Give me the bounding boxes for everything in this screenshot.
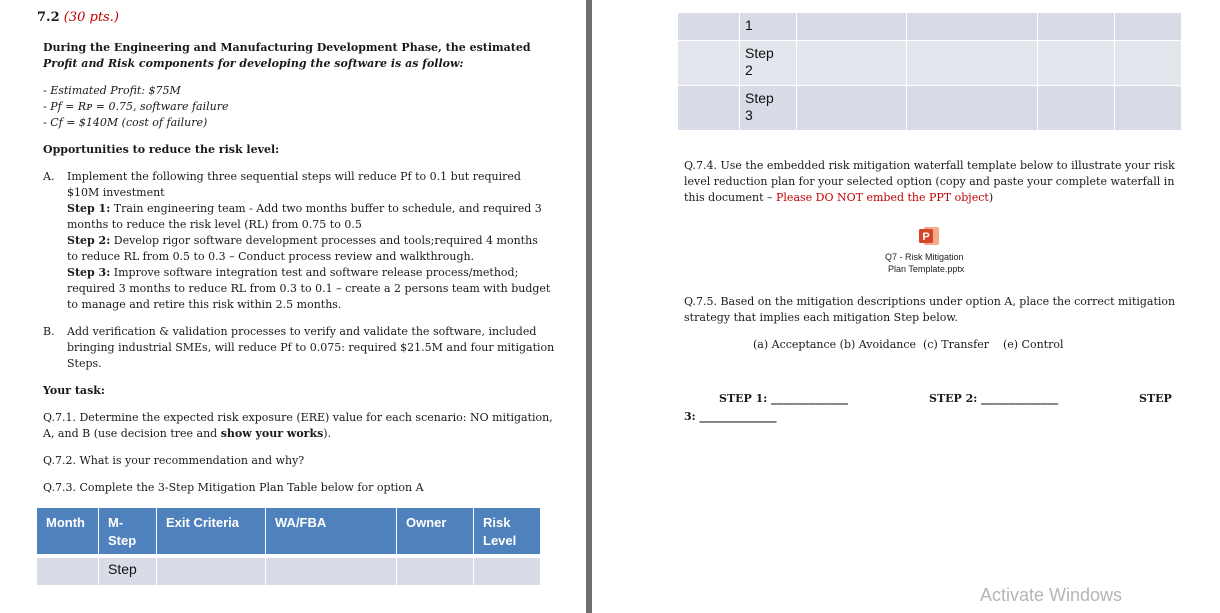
q71-bold: show your works — [220, 427, 324, 440]
q74-red-warning: Please DO NOT embed the PPT object — [776, 191, 989, 204]
question-heading — [37, 10, 119, 25]
step1-answer-blank[interactable]: STEP 1: ______________ — [719, 392, 849, 405]
table-cell-mstep[interactable]: Step — [99, 558, 156, 585]
q74-post: ) — [988, 191, 994, 204]
step3-line-2: required 3 months to reduce RL from 0.3 to 0.1 – create a 2 persons team with budget — [67, 282, 551, 295]
q72-text: Q.7.2. What is your recommendation and why? — [43, 454, 305, 467]
table-cell[interactable] — [1038, 41, 1114, 85]
table-cell[interactable] — [397, 558, 473, 585]
step3-text-1: Improve software integration test and software release process/method; — [110, 266, 519, 279]
step2-line-2: to reduce RL from 0.5 to 0.3 – Conduct process review and walkthrough. — [67, 250, 475, 263]
step2-label: Step 2: — [67, 234, 111, 247]
option-a-line-1: Implement the following three sequential steps will reduce Pf to 0.1 but required — [67, 170, 521, 183]
table-header-mstep: M- Step — [99, 508, 156, 554]
ppt-filename-line-1: Q7 - Risk Mitigation — [885, 252, 964, 262]
step2-text-1: Develop rigor software development processes and tools;required 4 months — [110, 234, 538, 247]
table-cell[interactable] — [907, 86, 1037, 130]
task-heading: Your task: — [43, 384, 105, 397]
strategy-options: (a) Acceptance (b) Avoidance (c) Transfer (e) Control — [753, 338, 1064, 351]
ppt-filename-line-2: Plan Template.pptx — [888, 264, 965, 274]
option-b-line-1: Add verification & validation processes to verify and validate the software, included — [67, 325, 537, 338]
table-cell[interactable] — [266, 558, 396, 585]
table-cell[interactable] — [1115, 13, 1181, 40]
table-header-risk-level: Risk Level — [474, 508, 540, 554]
table-cell[interactable] — [1038, 86, 1114, 130]
q74-line-3 — [684, 190, 993, 206]
step1-text-1: Train engineering team - Add two months buffer to schedule, and required 3 — [110, 202, 542, 215]
table-cell[interactable] — [678, 41, 739, 85]
bullet-profit: - Estimated Profit: $75M — [43, 84, 181, 97]
option-b-letter: B. — [43, 325, 55, 338]
step3-line-1 — [67, 265, 518, 281]
table-header-wa-fba: WA/FBA — [266, 508, 396, 554]
opportunities-heading: Opportunities to reduce the risk level: — [43, 143, 280, 156]
q74-line-2: level reduction plan for your selected option (copy and paste your complete waterfall in — [684, 175, 1175, 188]
bullet-pf: - Pf = Rᴘ = 0.75, software failure — [43, 100, 229, 113]
activate-windows-watermark: Activate Windows — [980, 585, 1123, 605]
q71-post: ). — [323, 427, 332, 440]
table-cell[interactable] — [678, 86, 739, 130]
step1-line-1 — [67, 201, 542, 217]
left-page — [0, 0, 586, 613]
table-cell[interactable] — [157, 558, 265, 585]
table-cell[interactable] — [907, 41, 1037, 85]
table-cell[interactable] — [797, 41, 906, 85]
option-a-line-2: $10M investment — [67, 186, 165, 199]
table-cell-mstep[interactable]: Step 3 — [740, 86, 796, 130]
table-header-month: Month — [37, 508, 98, 554]
intro-line-1: During the Engineering and Manufacturing Development Phase, the estimated — [43, 41, 531, 54]
step3-line-3: to manage and retire this risk within 2.5 months. — [67, 298, 342, 311]
step1-line-2: months to reduce the risk level (RL) from 0.75 to 0.5 — [67, 218, 362, 231]
table-cell-mstep[interactable]: 1 — [740, 13, 796, 40]
q75-line-1: Q.7.5. Based on the mitigation descriptions under option A, place the correct mitigation — [684, 295, 1176, 308]
intro-line-2: Profit and Risk components for developing the software is as follow: — [43, 57, 464, 70]
option-b-line-3: Steps. — [67, 357, 102, 370]
q74-pre: this document – — [684, 191, 777, 204]
table-cell[interactable] — [797, 13, 906, 40]
bullet-cf: - Cf = $140M (cost of failure) — [43, 116, 208, 129]
q71-line-1: Q.7.1. Determine the expected risk exposure (ERE) value for each scenario: NO mitigation, — [43, 411, 553, 424]
table-cell[interactable] — [37, 558, 98, 585]
step3-answer-label: STEP — [1139, 392, 1172, 405]
heading-points: (30 pts.) — [63, 10, 119, 25]
table-cell[interactable] — [474, 558, 540, 585]
table-cell[interactable] — [1115, 41, 1181, 85]
heading-number: 7.2 — [37, 10, 60, 25]
q75-line-2: strategy that implies each mitigation Step below. — [684, 311, 958, 324]
table-cell[interactable] — [1038, 13, 1114, 40]
q71-line-2 — [43, 426, 331, 442]
q73-text: Q.7.3. Complete the 3-Step Mitigation Plan Table below for option A — [43, 481, 424, 494]
powerpoint-icon-letter: P — [922, 231, 930, 243]
step3-label: Step 3: — [67, 266, 111, 279]
q74-line-1: Q.7.4. Use the embedded risk mitigation waterfall template below to illustrate your risk — [684, 159, 1175, 172]
table-header-exit-criteria: Exit Criteria — [157, 508, 265, 554]
table-cell[interactable] — [678, 13, 739, 40]
table-cell[interactable] — [797, 86, 906, 130]
step3-answer-blank[interactable]: 3: ______________ — [684, 410, 777, 423]
table-cell-mstep[interactable]: Step 2 — [740, 41, 796, 85]
step1-label: Step 1: — [67, 202, 111, 215]
step2-answer-blank[interactable]: STEP 2: ______________ — [929, 392, 1059, 405]
table-cell[interactable] — [907, 13, 1037, 40]
q71-pre: A, and B (use decision tree and — [43, 427, 221, 440]
table-header-owner: Owner — [397, 508, 473, 554]
step2-line-1 — [67, 233, 538, 249]
option-b-line-2: bringing industrial SMEs, will reduce Pf to 0.075: required $21.5M and four mitigation — [67, 341, 555, 354]
table-cell[interactable] — [1115, 86, 1181, 130]
powerpoint-icon[interactable] — [918, 225, 940, 247]
option-a-letter: A. — [43, 170, 55, 183]
